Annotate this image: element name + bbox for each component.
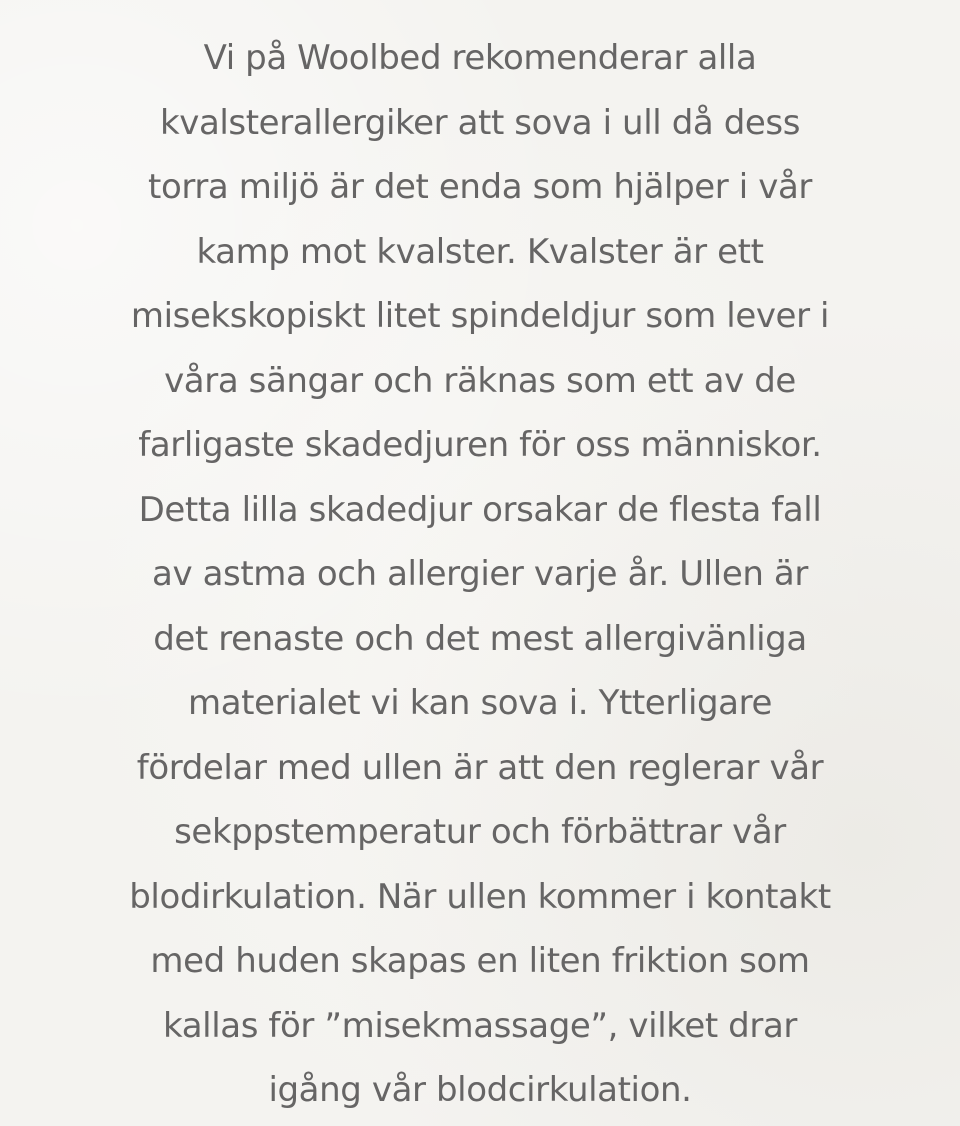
paragraph-line: kallas för ”misekmassage”, vilket drar [163,1005,797,1046]
paragraph-line: sekppstemperatur och förbättrar vår [174,812,786,852]
paragraph-line: våra sängar och räknas som ett av de [164,360,796,401]
paragraph-line: farligaste skadedjuren för oss människor. [138,425,822,465]
paragraph-line: av astma och allergier varje år. Ullen är [152,554,808,594]
paragraph-line: torra miljö är det enda som hjälper i vår [148,167,812,207]
paragraph-line: materialet vi kan sova i. Ytterligare [188,683,772,723]
paragraph-line: Detta lilla skadedjur orsakar de flesta fall [138,489,822,530]
paragraph-line: fördelar med ullen är att den reglerar vår [136,747,824,788]
paragraph-line: med huden skapas en liten friktion som [150,941,810,981]
paragraph-line: kamp mot kvalster. Kvalster är ett [196,231,764,272]
article-paragraph [90,26,870,1123]
paragraph-line: misekskopiskt litet spindeldjur som lever i [130,296,830,336]
paragraph-line: Vi på Woolbed rekomenderar alla [203,38,757,78]
paragraph-line: det renaste och det mest allergivänliga [153,618,807,659]
paragraph-line: blodirkulation. När ullen kommer i kontakt [129,876,831,917]
paragraph-line: igång vår blodcirkulation. [268,1070,692,1110]
paragraph-line: kvalsterallergiker att sova i ull då dess [159,102,801,143]
